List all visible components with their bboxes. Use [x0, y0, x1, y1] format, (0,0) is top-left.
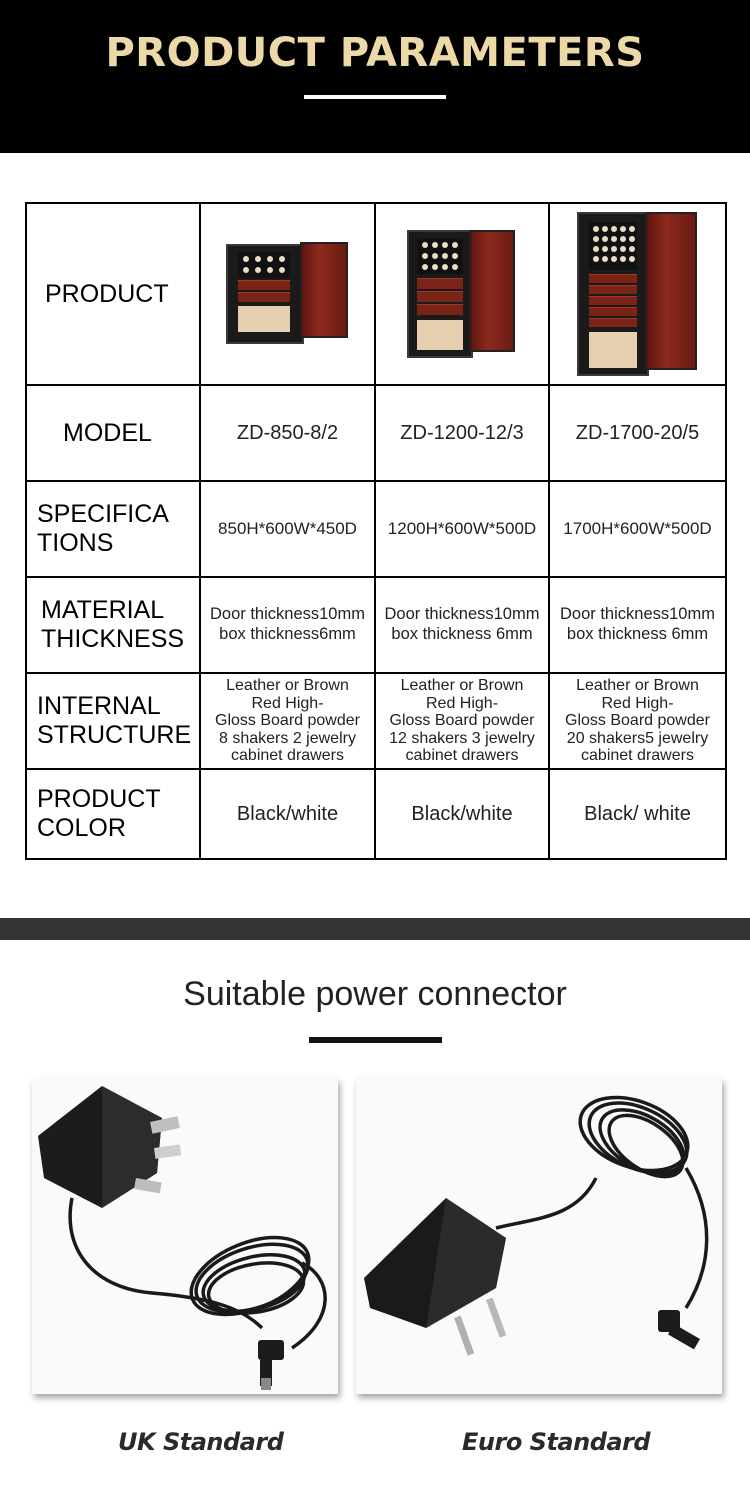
table-row-specifications [26, 481, 726, 577]
power-title-underline [309, 1037, 442, 1043]
product-image-cell [375, 203, 549, 385]
specifications-value: 850H*600W*450D [200, 481, 375, 577]
specifications-value: 1200H*600W*500D [375, 481, 549, 577]
header-banner [0, 0, 750, 153]
euro-adapter-photo [356, 1078, 722, 1394]
euro-standard-caption: Euro Standard [462, 1428, 651, 1456]
euro-power-adapter-icon [356, 1078, 722, 1394]
title-underline [304, 95, 446, 99]
row-label-material-thickness: MATERIAL THICKNESS [26, 577, 200, 673]
specifications-value: 1700H*600W*500D [549, 481, 726, 577]
section-divider [0, 918, 750, 940]
product-color-value: Black/ white [549, 769, 726, 859]
power-section-title: Suitable power connector [183, 975, 567, 1013]
table-row-model [26, 385, 726, 481]
material-thickness-value: Door thickness10mm box thickness6mm [200, 577, 375, 673]
product-color-value: Black/white [200, 769, 375, 859]
internal-structure-value: Leather or Brown Red High- Gloss Board powder 12 shakers 3 jewelry cabinet drawers [375, 673, 549, 769]
safe-image-medium [407, 230, 517, 358]
row-label-product: PRODUCT [26, 203, 200, 385]
product-image-cell [549, 203, 726, 385]
row-label-product-color: PRODUCT COLOR [26, 769, 200, 859]
product-color-value: Black/white [375, 769, 549, 859]
product-parameters-table [25, 202, 727, 860]
row-label-specifications: SPECIFICA TIONS [26, 481, 200, 577]
model-value: ZD-1200-12/3 [375, 385, 549, 481]
safe-image-small [226, 242, 350, 346]
page-title: PRODUCT PARAMETERS [105, 30, 645, 76]
table-row-product [26, 203, 726, 385]
material-thickness-value: Door thickness10mm box thickness 6mm [375, 577, 549, 673]
material-thickness-value: Door thickness10mm box thickness 6mm [549, 577, 726, 673]
uk-standard-caption: UK Standard [118, 1428, 284, 1456]
table-row-internal-structure [26, 673, 726, 769]
table-row-material-thickness [26, 577, 726, 673]
uk-power-adapter-icon [32, 1078, 338, 1394]
internal-structure-value: Leather or Brown Red High- Gloss Board powder 8 shakers 2 jewelry cabinet drawers [200, 673, 375, 769]
table-row-product-color [26, 769, 726, 859]
internal-structure-value: Leather or Brown Red High- Gloss Board powder 20 shakers5 jewelry cabinet drawers [549, 673, 726, 769]
safe-image-large [577, 212, 699, 376]
model-value: ZD-850-8/2 [200, 385, 375, 481]
row-label-model: MODEL [26, 385, 200, 481]
uk-adapter-photo [32, 1078, 338, 1394]
model-value: ZD-1700-20/5 [549, 385, 726, 481]
row-label-internal-structure: INTERNAL STRUCTURE [26, 673, 200, 769]
product-image-cell [200, 203, 375, 385]
